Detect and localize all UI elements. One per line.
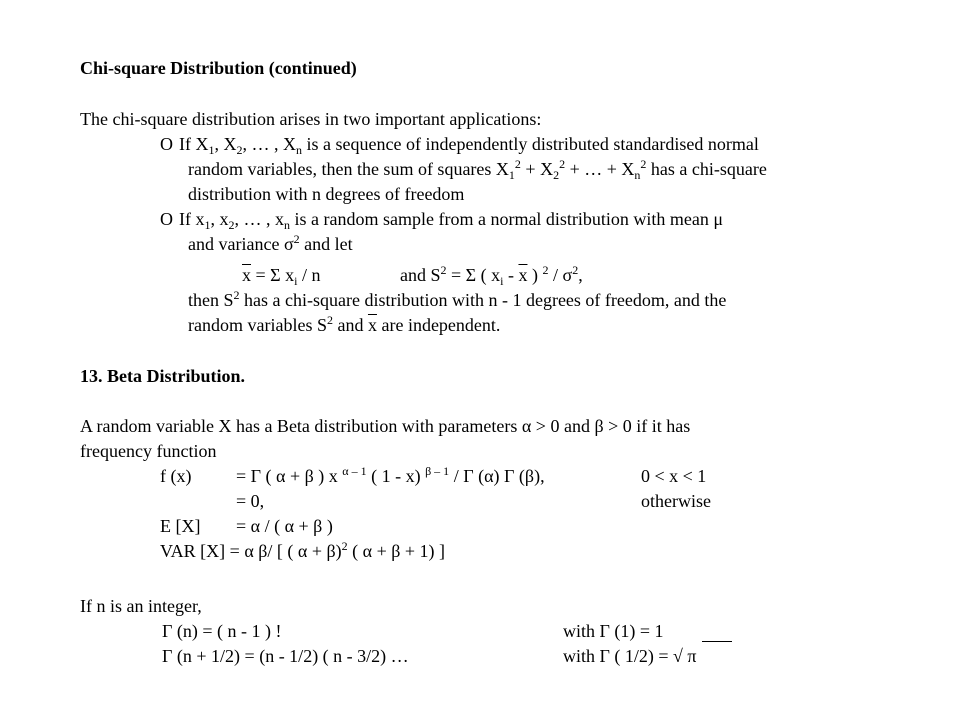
sample-mean-formula: $\overline{x} = \Sigma$ $x_i$ / n: [242, 265, 321, 288]
sqrt-vinculum: [702, 641, 732, 642]
sample-variance-formula: and $S^2 = \Sigma$ ( $x_i - \overline{x}$ ) $^2 / \sigma^2$,: [400, 263, 583, 288]
beta-heading: 13. Beta Distribution.: [80, 366, 246, 386]
beta-intro-line-1: A random variable X has a Beta distribution with parameters α > 0 and β > 0 if it has: [80, 416, 691, 436]
bullet-mark: O: [160, 209, 173, 229]
beta-pdf-otherwise-label: otherwise: [641, 491, 711, 511]
beta-variance-formula: VAR [X] = α β/ [ ( α + β)$^2$ ( α + β + 1) ]: [160, 539, 446, 561]
beta-pdf-rhs: = Γ ( α + β ) x $^{\alpha - 1}$ ( 1 - x) $^{\beta - 1}$ / Γ (α) Γ (β),: [236, 464, 545, 486]
beta-expectation-lhs: E [X]: [160, 516, 201, 536]
beta-pdf-lhs: f (x): [160, 466, 192, 486]
bullet-2-line-5: random variables $S^2$ and $\overline{x}$ are independent.: [188, 313, 501, 335]
bullet-2-line-1: O If $x_1$, $x_2$, … , $x_n$ is a random sample from a normal distribution with mean μ: [160, 209, 724, 232]
gamma-intro: If n is an integer,: [80, 596, 202, 616]
chi-square-intro: The chi-square distribution arises in two important applications:: [80, 109, 542, 129]
chi-square-heading: Chi-square Distribution (continued): [80, 58, 357, 78]
beta-expectation-rhs: = α / ( α + β ): [236, 516, 333, 536]
bullet-2-line-2: and variance $\sigma^2$ and let: [188, 232, 353, 254]
beta-pdf-otherwise-value: = 0,: [236, 491, 265, 511]
gamma-identity-2: Γ (n + 1/2) = (n - 1/2) ( n - 3/2) …: [162, 646, 409, 666]
gamma-identity-1: Γ (n) = ( n - 1 ) !: [162, 621, 282, 641]
gamma-identity-1-note: with Γ (1) = 1: [563, 621, 664, 641]
bullet-mark: O: [160, 134, 173, 154]
beta-intro-line-2: frequency function: [80, 441, 217, 461]
bullet-1-line-3: distribution with n degrees of freedom: [188, 184, 465, 204]
beta-pdf-condition: 0 < x < 1: [641, 466, 707, 486]
gamma-identity-2-note: with Γ ( 1/2) = √ π: [563, 646, 697, 666]
bullet-1-line-2: random variables, then the sum of squares $X_1^2 + X_2^2$ + … + $X_n^2$ has a chi-square: [188, 157, 767, 182]
bullet-1-line-1: O If $X_1$, $X_2$, … , $X_n$ is a sequence of independently distributed standardised normal: [160, 134, 759, 157]
bullet-2-line-4: then $S^2$ has a chi-square distribution with n - 1 degrees of freedom, and the: [188, 288, 727, 310]
